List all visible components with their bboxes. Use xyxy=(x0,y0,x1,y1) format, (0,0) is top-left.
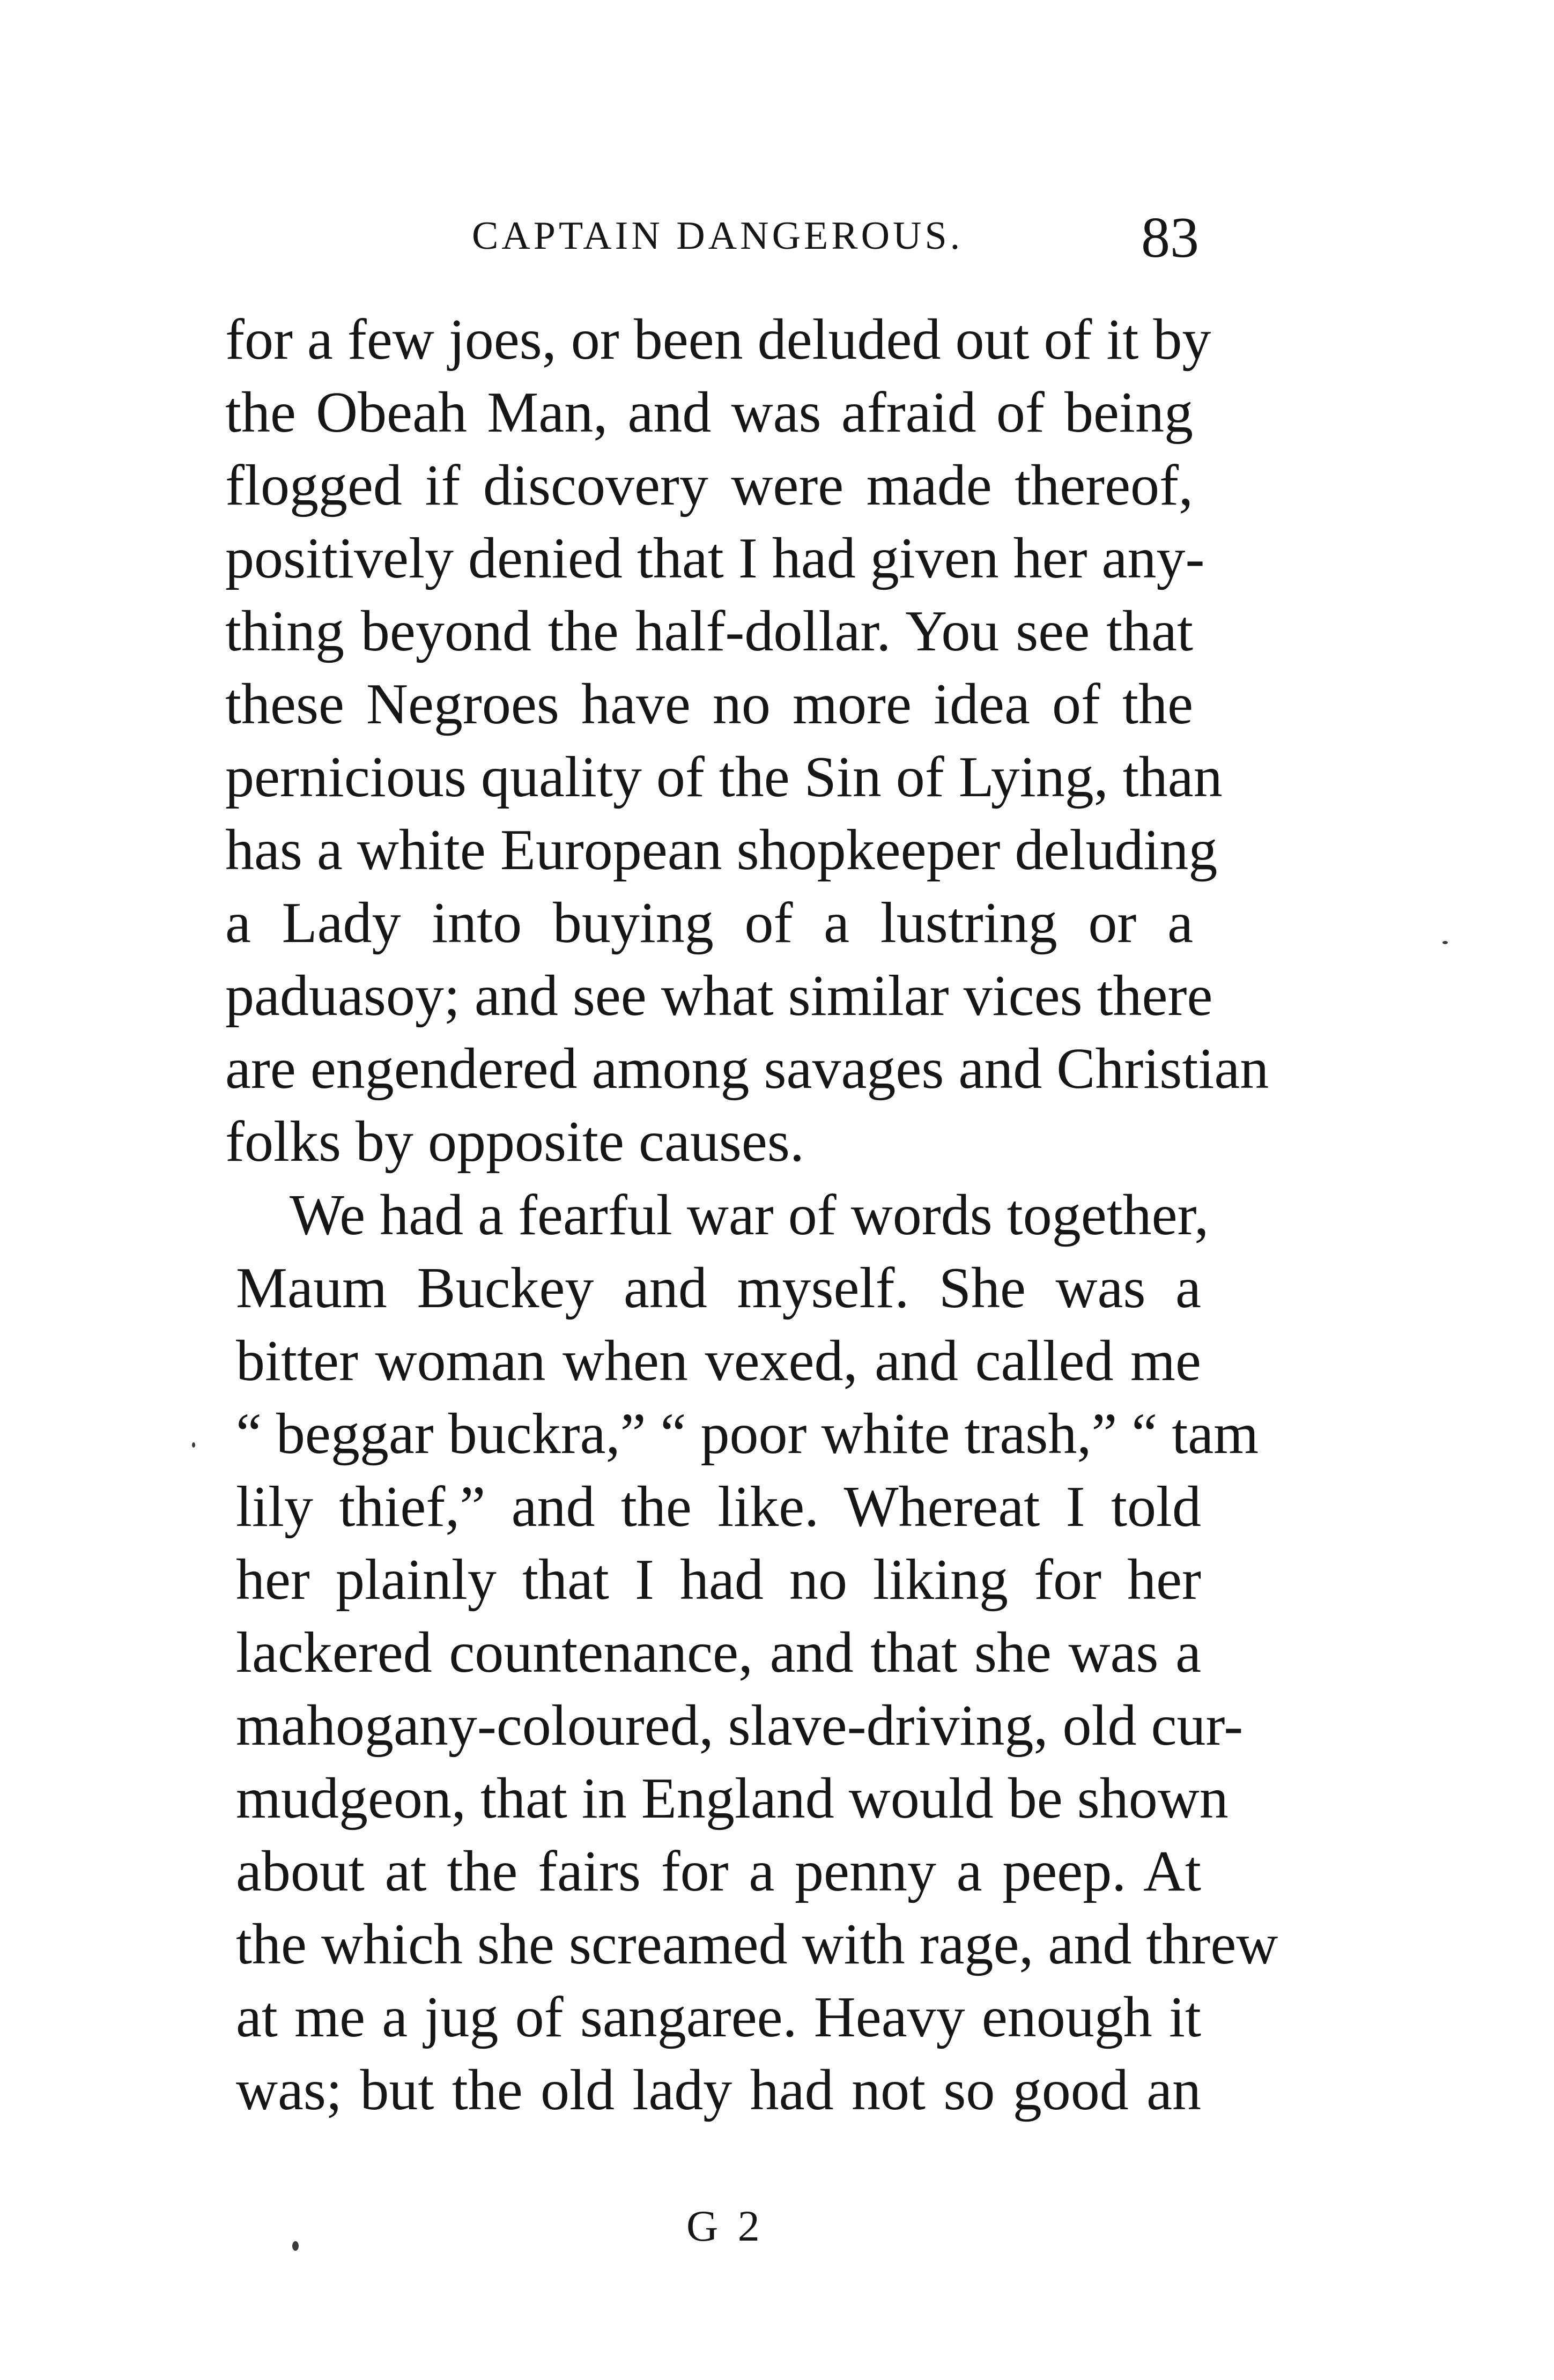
text-line: positively denied that I had given her any- xyxy=(225,527,1205,590)
page-number: 83 xyxy=(1141,206,1199,270)
text-line: at me a jug of sangaree. Heavy enough it xyxy=(236,1985,1201,2049)
text-line: bitter woman when vexed, and called me xyxy=(236,1329,1201,1393)
text-line: lily thief,” and the like. Whereat I told xyxy=(236,1475,1201,1539)
text-line: a Lady into buying of a lustring or a xyxy=(225,891,1193,955)
text-line: folks by opposite causes. xyxy=(225,1110,804,1174)
text-line: thing beyond the half-dollar. You see that xyxy=(225,599,1193,663)
text-line: are engendered among savages and Christian xyxy=(225,1037,1269,1101)
text-line: mahogany-coloured, slave-driving, old cur- xyxy=(236,1694,1244,1758)
text-line: paduasoy; and see what similar vices there xyxy=(225,964,1213,1028)
text-line: mudgeon, that in England would be shown xyxy=(236,1767,1229,1830)
text-line: these Negroes have no more idea of the xyxy=(225,672,1193,736)
signature-mark: G 2 xyxy=(686,2201,764,2250)
scan-speck xyxy=(1442,941,1448,944)
text-line: the Obeah Man, and was afraid of being xyxy=(225,381,1193,444)
text-line: has a white European shopkeeper deluding xyxy=(225,818,1218,882)
text-line: her plainly that I had no liking for her xyxy=(236,1548,1201,1612)
text-line: for a few joes, or been deluded out of it by xyxy=(225,308,1211,372)
text-line: about at the fairs for a penny a peep. At xyxy=(236,1840,1201,1903)
text-line: was; but the old lady had not so good an xyxy=(236,2058,1201,2122)
text-line: the which she screamed with rage, and threw xyxy=(236,1912,1278,1976)
text-line: We had a fearful war of words together, xyxy=(290,1183,1209,1247)
text-line: pernicious quality of the Sin of Lying, than xyxy=(225,745,1223,809)
scan-speck xyxy=(192,1442,195,1448)
text-line: “ beggar buckra,” “ poor white trash,” “ tam xyxy=(236,1402,1259,1466)
text-line: lackered countenance, and that she was a xyxy=(236,1621,1201,1685)
text-line: Maum Buckey and myself. She was a xyxy=(236,1256,1201,1320)
text-line: flogged if discovery were made thereof, xyxy=(225,454,1193,517)
scan-speck xyxy=(292,2241,299,2251)
running-title: CAPTAIN DANGEROUS. xyxy=(472,214,964,258)
